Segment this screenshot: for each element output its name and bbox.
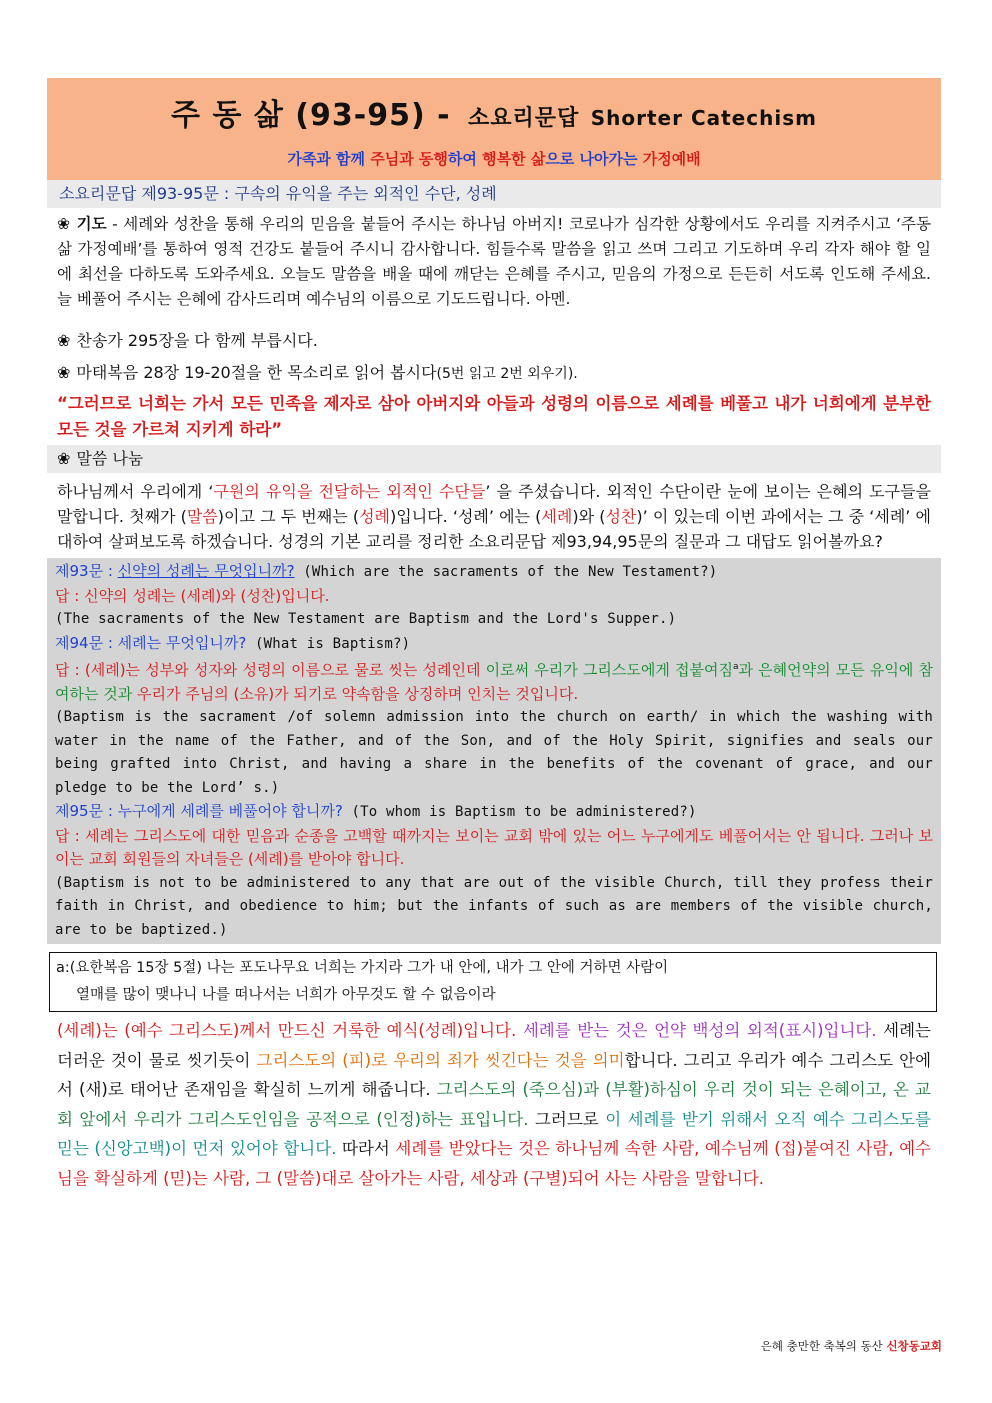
header-banner: [47, 78, 941, 180]
title-sub: 소요리문답: [468, 106, 580, 131]
a93-word: 세례: [186, 586, 216, 605]
subtitle-part: 으로 나아가는: [545, 150, 643, 168]
q95-line: [55, 800, 933, 825]
page-title: [47, 90, 941, 134]
intro-highlight: 구원의 유익을 전달하는 외적인 수단들: [213, 482, 486, 501]
intro-text: 하나님께서 우리에게 ‘: [57, 482, 214, 501]
q94-english: (What is Baptism?): [246, 635, 411, 652]
prayer-paragraph: [47, 212, 941, 312]
a94-text: [55, 656, 933, 706]
intro-word: 성찬: [605, 507, 637, 526]
q93-english: (Which are the sacraments of the New Testament?): [294, 564, 718, 580]
verse-quote: “그러므로 너희는 가서 모든 민족을 제자로 삼아 아버지와 아들과 성령의 이름으로 세례를 베풀고 내가 너희에게 분부한 모든 것을 가르쳐 지키게 하라”: [57, 394, 931, 439]
intro-text: ’ 을 주셨습니다. 외적인 수단이란 눈에 보이는 은혜의 도구들을 말합니다. 첫째가 (: [57, 482, 931, 526]
q93-line: [55, 560, 933, 585]
a93-text: )입니다.: [275, 586, 330, 605]
subtitle-part: 하여: [447, 150, 483, 168]
a93-line: [55, 585, 933, 609]
a94-part: 답 : (세례)는 성부와 성자와 성령의 이름으로 물로 씻는 성례인데: [55, 661, 486, 679]
reading-text: 마태복음 28장 19-20절을 한 목소리로 읽어 봅시다: [76, 363, 437, 382]
a95-english: (Baptism is not to be administered to any that are out of the visible Church, till they profess their faith in Christ, and obedience to him; but the infants of such as are members of the visible church, are to be baptized.): [55, 874, 933, 938]
flower-bullet-icon: ❀: [57, 331, 71, 350]
q95-english: (To whom is Baptism to be administered?): [342, 804, 697, 820]
q93-label: 제93문 :: [55, 562, 118, 580]
intro-word: 세례: [541, 507, 573, 526]
closing-part: 합니다. 그리고 우리가 예수 그리스도 안에서 (새)로 태어난 존재임을 확실히 느끼게 해줍니다.: [57, 1050, 932, 1099]
title-eng: Shorter Catechism: [590, 106, 817, 130]
q94-label: 제94문 :: [55, 633, 118, 652]
closing-part: 그러므로: [528, 1109, 606, 1129]
a93-word: 성찬: [246, 586, 276, 605]
subtitle-part: 주님과 동행: [370, 150, 448, 168]
closing-part: 세례를 받는 것은 언약 백성의 외적(표시)입니다.: [516, 1021, 877, 1040]
closing-paragraph: [47, 1016, 941, 1193]
sharing-label: 말씀 나눔: [76, 449, 144, 468]
a94-part: 과 은혜언약의 모든 유익에 참여하는 것과: [55, 661, 933, 703]
catechism-qa-block: [47, 558, 941, 944]
intro-text: )이고 그 두 번째는 (: [217, 507, 360, 526]
closing-part: 그리스도의 (죽으심)과 (부활)하심이 우리 것이 되는 은혜이고, 온 교회 앞에서 우리가 그리스도인임을 공적으로 (인정)하는 표입니다.: [57, 1080, 931, 1129]
subtitle-part: 가족과 함께: [287, 150, 371, 168]
q93-question: 신약의 성례는 무엇입니까?: [117, 562, 295, 580]
q95-question: 누구에게 세례를 베풀어야 합니까?: [117, 802, 343, 820]
footnote-line-1: a:(요한복음 15장 5절) 나는 포도나무요 너희는 가지라 그가 내 안에, 내가 그 안에 거하면 사람이: [56, 960, 669, 976]
reading-note: (5번 읽고 2번 외우기).: [436, 366, 578, 382]
closing-part: (세례)는 (예수 그리스도)께서 만드신 거룩한 예식(성례)입니다.: [57, 1021, 517, 1040]
reading-line: [47, 360, 941, 387]
hymn-line: [47, 328, 941, 354]
footer: [761, 1338, 942, 1354]
prayer-label: 기도: [76, 215, 107, 233]
footnote-line-2: 열매를 많이 맺나니 나를 떠나서는 너희가 아무것도 할 수 없음이라: [76, 987, 496, 1003]
q95-label: 제95문 :: [55, 802, 118, 820]
flower-bullet-icon: ❀: [57, 363, 71, 382]
subtitle-part: 행복한 삶: [482, 150, 546, 168]
flower-bullet-icon: ❀: [57, 215, 71, 233]
closing-part: 그리스도의 (피)로 우리의 죄가 씻긴다는 것을 의미: [256, 1050, 625, 1070]
a93-english: (The sacraments of the New Testament are Baptism and the Lord's Supper.): [55, 611, 677, 627]
closing-part: 따라서: [336, 1139, 396, 1158]
q94-question: 세례는 무엇입니까?: [117, 633, 247, 652]
page-subtitle: [47, 148, 941, 169]
footnote-box: [49, 952, 937, 1012]
intro-text: )’ 이 있는데 이번 과에서는 그 중 ‘세례’ 에 대하여 살펴보도록 하겠습니다. 성경의 기본 교리를 정리한 소요리문답 제93,94,95문의 질문과 그 대답도 읽어볼까요?: [57, 507, 931, 551]
intro-text: )와 (: [572, 507, 606, 526]
intro-paragraph: [47, 479, 941, 554]
intro-word: 말씀: [186, 507, 218, 526]
footnote-marker: a: [732, 662, 739, 672]
closing-part: 세례는 더러운 것이 물로 씻기듯이: [57, 1021, 931, 1070]
intro-word: 성례: [359, 507, 390, 526]
flower-bullet-icon: ❀: [57, 449, 71, 468]
q94-line: [55, 632, 933, 657]
a95-text: 답 : 세례는 그리스도에 대한 믿음과 순종을 고백할 때까지는 보이는 교회 밖에 있는 어느 누구에게도 베풀어서는 안 됩니다. 그러나 보이는 교회 회원들의 자녀들은 (세례)를 받아야 합니다.: [55, 826, 933, 868]
footer-text: 은혜 충만한 축복의 동산: [760, 1339, 887, 1353]
closing-part: 세례를 받았다는 것은 하나님께 속한 사람, 예수님께 (접)붙여진 사람, 예수님을 확실하게 (믿)는 사람, 그 (말씀)대로 살아가는 사람, 세상과 (구별)되어 사는 사람을 말합니다.: [57, 1139, 931, 1188]
a94-english: (Baptism is the sacrament /of solemn admission into the church on earth/ in which the washing with water in the name of the Father, and of the Son, and of the Holy Spirit, signifies and seals our being grafted into Christ, and having a share in the benefits of the covenant of grace, and our pledge to be the Lord’ s.): [55, 709, 933, 796]
title-main: 주 동 삶 (93-95) -: [171, 98, 451, 133]
section-title: 소요리문답 제93-95문 : 구속의 유익을 주는 외적인 수단, 성례: [47, 180, 941, 208]
sharing-title: [47, 445, 941, 473]
a94-part: 이로써 우리가 그리스도에게 접붙여짐: [485, 661, 733, 679]
a93-text: )와 (: [215, 586, 247, 605]
a93-text: 답 : 신약의 성례는 (: [55, 586, 187, 605]
intro-text: )입니다. ‘성례’ 에는 (: [390, 507, 542, 526]
closing-part: 이 세례를 받기 위해서 오직 예수 그리스도를 믿는 (신앙고백)이 먼저 있어야 합니다.: [57, 1109, 931, 1158]
a94-part: 우리가 주님의 (소유)가 되기로 약속함을 상징하며 인치는 것입니다.: [137, 684, 579, 703]
subtitle-part: 가정예배: [642, 150, 701, 168]
prayer-text: - 세례와 성찬을 통해 우리의 믿음을 붙들어 주시는 하나님 아버지! 코로나가 심각한 상황에서도 우리를 지켜주시고 ‘주동삶 가정예배’를 통하여 영적 건강도 붙들어 주시니 감사합니다. 힘들수록 말씀을 읽고 쓰며 그리고 기도하며 우리 각자 해야 할 일에 최선을 다하도록 도와주세요. 오늘도 말씀을 배울 때에 깨닫는 은혜를 주시고, 믿음의 가정으로 든든히 서도록 인도해 주세요. 늘 베풀어 주시는 은혜에 감사드리며 예수님의 이름으로 기도드립니다. 아멘.: [57, 215, 931, 308]
church-name: 신창동교회: [886, 1339, 942, 1353]
hymn-text: 찬송가 295장을 다 함께 부릅시다.: [76, 331, 318, 350]
worship-sheet: [47, 78, 941, 1193]
